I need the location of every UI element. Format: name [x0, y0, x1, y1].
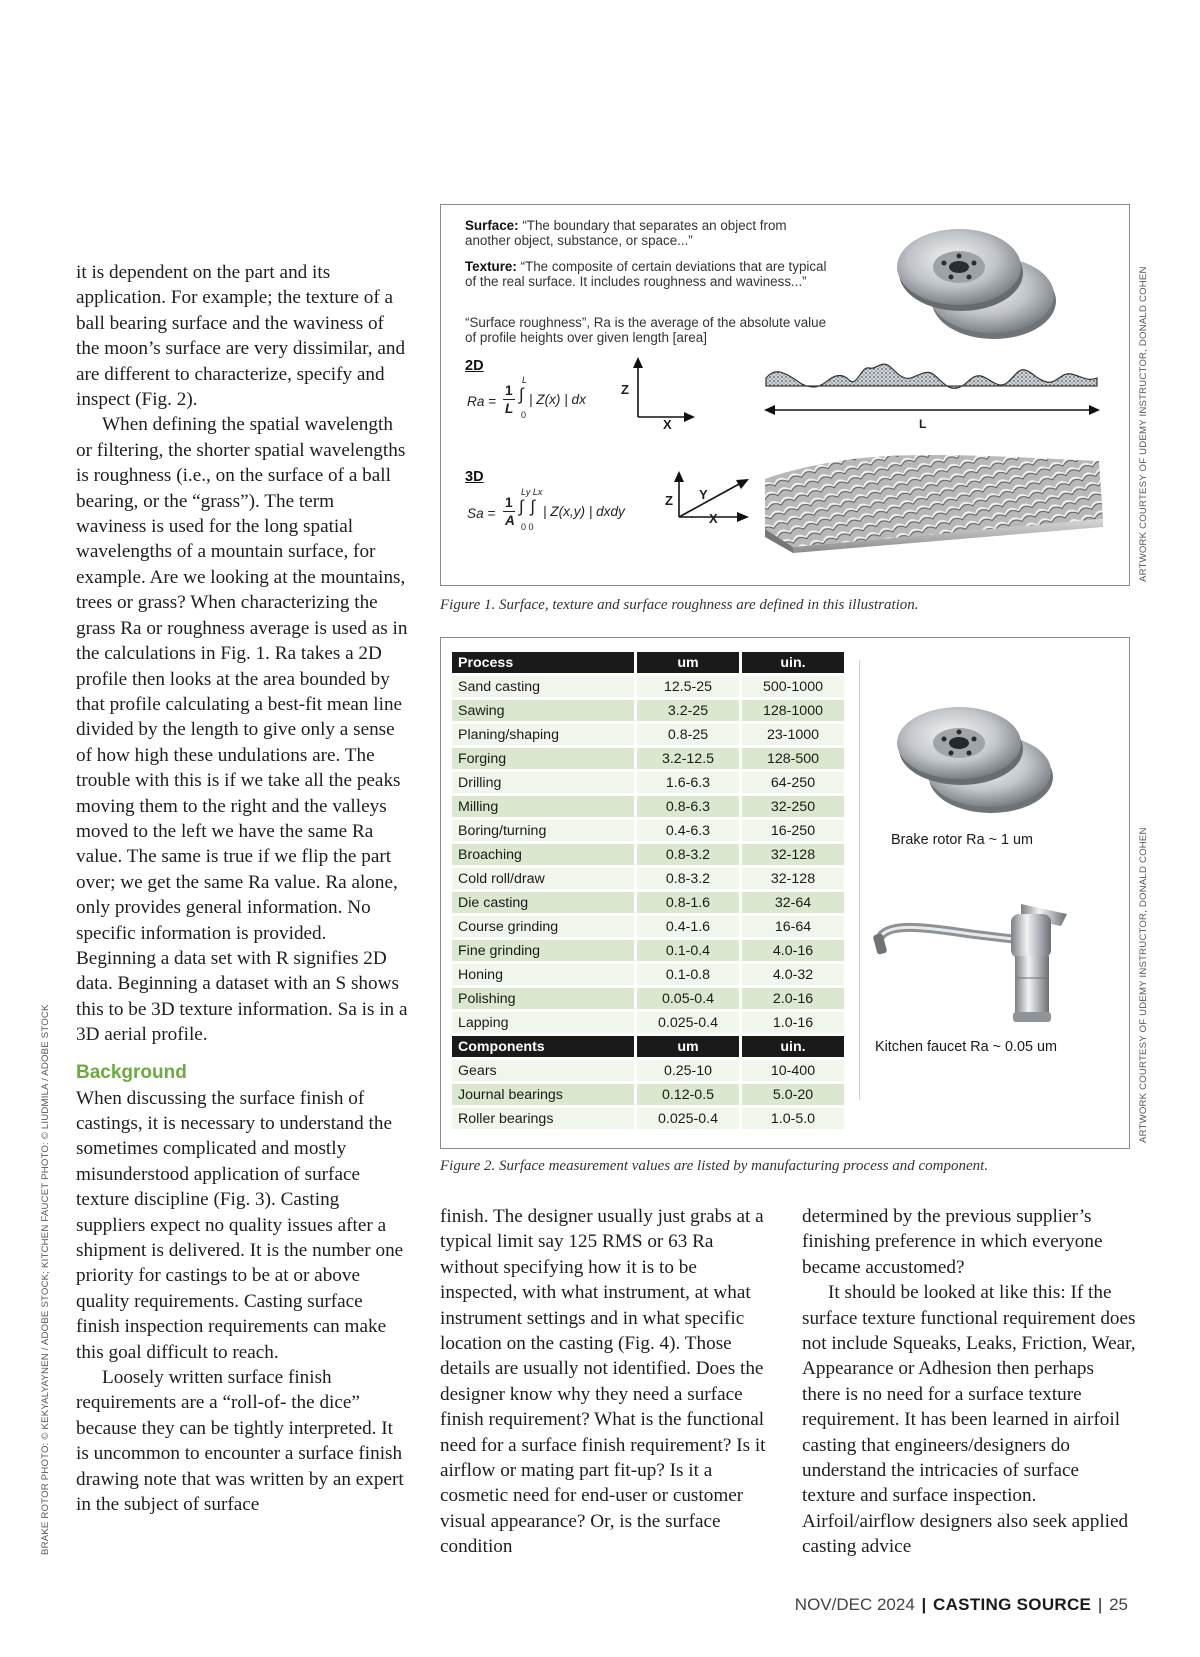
table-row: [452, 796, 844, 817]
header-uin: uin.: [742, 652, 844, 673]
artwork-credit-figure-2: ARTWORK COURTESY OF UDEMY INSTRUCTOR, DONALD COHEN: [1138, 827, 1149, 1143]
artwork-credit-figure-1: ARTWORK COURTESY OF UDEMY INSTRUCTOR, DONALD COHEN: [1138, 266, 1149, 582]
figure-2-caption: Figure 2. Surface measurement values are listed by manufacturing process and component.: [440, 1158, 989, 1174]
table-cell-name: Drilling: [452, 772, 634, 793]
table-row: [452, 964, 844, 985]
axis-y-label-3d: Y: [699, 487, 708, 502]
table-cell-uin: 2.0-16: [742, 988, 844, 1009]
table-cell-uin: 64-250: [742, 772, 844, 793]
table-cell-uin: 1.0-5.0: [742, 1108, 844, 1129]
roughness-definition: “Surface roughness”, Ra is the average of the absolute value of profile heights over given length [area]: [465, 315, 827, 345]
table-cell-um: 0.8-1.6: [637, 892, 739, 913]
table-header-row: [452, 1036, 844, 1057]
length-label: L: [919, 417, 927, 431]
body-column-1: [76, 260, 408, 1518]
formula-2d-lhs: Ra =: [467, 394, 497, 409]
table-cell-um: 3.2-12.5: [637, 748, 739, 769]
texture-text: “The composite of certain deviations that are typical of the real surface. It includes roughness and waviness...”: [465, 259, 827, 289]
table-cell-um: 0.8-6.3: [637, 796, 739, 817]
table-cell-um: 0.05-0.4: [637, 988, 739, 1009]
surface-text: “The boundary that separates an object from another object, substance, or space...”: [465, 218, 787, 248]
label-2d: 2D: [465, 358, 484, 374]
table-cell-name: Forging: [452, 748, 634, 769]
table-cell-uin: 4.0-16: [742, 940, 844, 961]
roughness-profile-2d: [761, 360, 1121, 428]
surface-label: Surface:: [465, 218, 519, 233]
table-cell-um: 12.5-25: [637, 676, 739, 697]
table-cell-uin: 5.0-20: [742, 1084, 844, 1105]
kitchen-faucet-photo: [871, 900, 1101, 1050]
table-cell-name: Course grinding: [452, 916, 634, 937]
header-components: Components: [452, 1036, 634, 1057]
table-cell-um: 0.1-0.8: [637, 964, 739, 985]
label-3d: 3D: [465, 469, 484, 485]
table-row: [452, 844, 844, 865]
table-cell-name: Milling: [452, 796, 634, 817]
table-cell-name: Fine grinding: [452, 940, 634, 961]
formula-3d: [467, 489, 657, 541]
table-cell-um: 1.6-6.3: [637, 772, 739, 793]
brake-rotor-image: [889, 223, 1059, 343]
table-cell-uin: 128-1000: [742, 700, 844, 721]
table-row: [452, 868, 844, 889]
table-row: [452, 1084, 844, 1105]
fraction-bar: [503, 511, 515, 512]
table-row: [452, 724, 844, 745]
formula-3d-upper: Ly Lx: [521, 487, 543, 497]
table-row: [452, 988, 844, 1009]
table-cell-uin: 1.0-16: [742, 1012, 844, 1033]
figure-1-caption: Figure 1. Surface, texture and surface roughness are defined in this illustration.: [440, 597, 919, 613]
table-cell-uin: 32-128: [742, 844, 844, 865]
formula-3d-integrand: | Z(x,y) | dxdy: [543, 504, 625, 519]
table-cell-um: 0.025-0.4: [637, 1012, 739, 1033]
axis-z-label-3d: Z: [665, 493, 673, 508]
photo-credit: BRAKE ROTOR PHOTO: © KEKYALYAYNEN / ADOBE STOCK; KITCHEN FAUCET PHOTO: © LIUDMILA / ADOBE STOCK: [40, 1004, 51, 1555]
fraction-bar: [503, 399, 515, 400]
table-cell-uin: 16-250: [742, 820, 844, 841]
section-heading-background: Background: [76, 1061, 187, 1083]
table-cell-name: Polishing: [452, 988, 634, 1009]
table-cell-um: 0.12-0.5: [637, 1084, 739, 1105]
footer-separator: |: [921, 1595, 927, 1614]
formula-3d-lhs: Sa =: [467, 506, 496, 521]
table-row: [452, 1108, 844, 1129]
kitchen-faucet-label: Kitchen faucet Ra ~ 0.05 um: [875, 1039, 1057, 1055]
table-row: [452, 1012, 844, 1033]
figure-1: [440, 204, 1130, 586]
body-paragraph: it is dependent on the part and its application. For example; the texture of a ball bearing surface and the waviness of the moon’s surface are very dissimilar, and are different to characterize, specify and inspect (Fig. 2).: [76, 262, 406, 411]
issue-date: NOV/DEC 2024: [794, 1595, 915, 1614]
table-cell-um: 0.1-0.4: [637, 940, 739, 961]
table-cell-um: 0.25-10: [637, 1060, 739, 1081]
roughness-table: [449, 649, 847, 1132]
formula-3d-den: A: [505, 513, 515, 528]
body-paragraph: finish. The designer usually just grabs at a typical limit say 125 RMS or 63 Ra without specifying how it is to be inspected, with what instrument, at what instrument settings and in what specific location on the casting (Fig. 4). Those details are usually not identified. Does the designer know why they need a surface finish requirement? What is the functional need for a surface finish requirement? Is it airflow or mating part fit-up? Is it a cosmetic need for end-user or customer visual appearance? Or, is the surface condition: [440, 1206, 766, 1558]
integral-sign: ∫: [519, 385, 524, 404]
body-paragraph: When defining the spatial wavelength or filtering, the shorter spatial wavelengths is roughness (i.e., on the surface of a ball bearing, or the “grass”). The term waviness is used for the long spatial wavelengths of a mountain surface, for example. Are we looking at the mountains, trees or grass? When characterizing the grass Ra or roughness average is used as in the calculations in Fig. 1. Ra takes a 2D profile then looks at the area bounded by that profile calculating a best-fit mean line divided by the length to give only a sense of how high these undulations are. The trouble with this is if we take all the peaks moving them to the right and the valleys moved to the left we have the same Ra value. The same is true if we flip the part over; we get the same Ra value. Ra alone, only provides general information. No specific information is provided. Beginning a data set with R signifies 2D data. Beginning a dataset with an S shows this to be 3D texture information. Sa is in a 3D aerial profile.: [76, 414, 408, 1046]
table-cell-uin: 32-128: [742, 868, 844, 889]
table-row: [452, 820, 844, 841]
formula-3d-lower: 0 0: [521, 522, 534, 532]
body-column-2: [440, 1204, 770, 1560]
magazine-name: CASTING SOURCE: [933, 1595, 1092, 1614]
axis-z-label-2d: Z: [621, 382, 629, 397]
header-uin: uin.: [742, 1036, 844, 1057]
brake-rotor-label: Brake rotor Ra ~ 1 um: [891, 832, 1033, 848]
table-cell-name: Boring/turning: [452, 820, 634, 841]
formula-2d: [467, 377, 617, 429]
brake-rotor-photo: [889, 701, 1059, 816]
table-cell-um: 0.4-1.6: [637, 916, 739, 937]
body-paragraph: Loosely written surface finish requirements are a “roll-of- the dice” because they can be tightly interpreted. It is uncommon to encounter a surface finish drawing note that was written by an expert in the subject of surface: [76, 1367, 404, 1516]
axes-3d: [657, 467, 777, 537]
page-footer: [795, 1595, 1128, 1615]
table-cell-name: Journal bearings: [452, 1084, 634, 1105]
body-column-3: [802, 1204, 1137, 1560]
formula-2d-num: 1: [505, 383, 513, 398]
body-paragraph: determined by the previous supplier’s finishing preference in which everyone became accustomed?: [802, 1206, 1103, 1278]
table-cell-uin: 16-64: [742, 916, 844, 937]
formula-2d-lower: 0: [521, 410, 527, 420]
table-cell-uin: 32-64: [742, 892, 844, 913]
texture-definition: [465, 259, 835, 289]
roughness-surface-3d: [763, 449, 1121, 559]
page-number: 25: [1109, 1595, 1128, 1614]
table-cell-um: 0.4-6.3: [637, 820, 739, 841]
header-um: um: [637, 652, 739, 673]
formula-2d-den: L: [505, 401, 514, 416]
table-cell-uin: 500-1000: [742, 676, 844, 697]
table-row: [452, 676, 844, 697]
table-cell-name: Lapping: [452, 1012, 634, 1033]
table-row: [452, 916, 844, 937]
footer-separator: |: [1097, 1595, 1103, 1614]
table-cell-um: 0.8-25: [637, 724, 739, 745]
table-row: [452, 940, 844, 961]
figure-2: [440, 637, 1130, 1149]
texture-label: Texture:: [465, 259, 517, 274]
table-cell-uin: 10-400: [742, 1060, 844, 1081]
table-row: [452, 892, 844, 913]
body-paragraph: It should be looked at like this: If the surface texture functional requirement does not include Squeaks, Leaks, Friction, Wear, Appearance or Adhesion then perhaps there is no need for a surface texture requirement. It has been learned in airfoil casting that engineers/designers do understand the intricacies of surface texture and surface inspection. Airfoil/airflow designers also seek applied casting advice: [802, 1282, 1136, 1558]
table-row: [452, 700, 844, 721]
table-row: [452, 748, 844, 769]
divider: [859, 660, 860, 1100]
table-cell-uin: 128-500: [742, 748, 844, 769]
body-paragraph: When discussing the surface finish of castings, it is necessary to understand the sometimes complicated and mostly misunderstood application of surface texture discipline (Fig. 3). Casting suppliers expect no quality issues after a shipment is delivered. It is the number one priority for castings to be at or above quality requirements. Casting surface finish inspection requirements can make this goal difficult to reach.: [76, 1087, 404, 1363]
table-cell-name: Roller bearings: [452, 1108, 634, 1129]
table-cell-name: Sawing: [452, 700, 634, 721]
table-header-row: [452, 652, 844, 673]
table-cell-um: 0.025-0.4: [637, 1108, 739, 1129]
table-row: [452, 772, 844, 793]
formula-2d-integrand: | Z(x) | dx: [529, 392, 586, 407]
axes-2d: [617, 355, 707, 435]
formula-3d-num: 1: [505, 495, 513, 510]
axis-x-label-3d: X: [709, 511, 718, 526]
surface-definition: [465, 218, 835, 248]
table-cell-uin: 23-1000: [742, 724, 844, 745]
formula-2d-upper: L: [522, 375, 528, 385]
header-um: um: [637, 1036, 739, 1057]
table-cell-name: Cold roll/draw: [452, 868, 634, 889]
table-cell-um: 0.8-3.2: [637, 844, 739, 865]
table-cell-um: 3.2-25: [637, 700, 739, 721]
table-cell-name: Planing/shaping: [452, 724, 634, 745]
table-cell-uin: 32-250: [742, 796, 844, 817]
header-process: Process: [452, 652, 634, 673]
double-integral-sign: ∫ ∫: [519, 497, 537, 516]
table-cell-name: Die casting: [452, 892, 634, 913]
table-cell-name: Sand casting: [452, 676, 634, 697]
table-cell-um: 0.8-3.2: [637, 868, 739, 889]
table-cell-uin: 4.0-32: [742, 964, 844, 985]
table-cell-name: Gears: [452, 1060, 634, 1081]
table-cell-name: Honing: [452, 964, 634, 985]
axis-x-label-2d: X: [663, 417, 672, 432]
table-row: [452, 1060, 844, 1081]
table-cell-name: Broaching: [452, 844, 634, 865]
